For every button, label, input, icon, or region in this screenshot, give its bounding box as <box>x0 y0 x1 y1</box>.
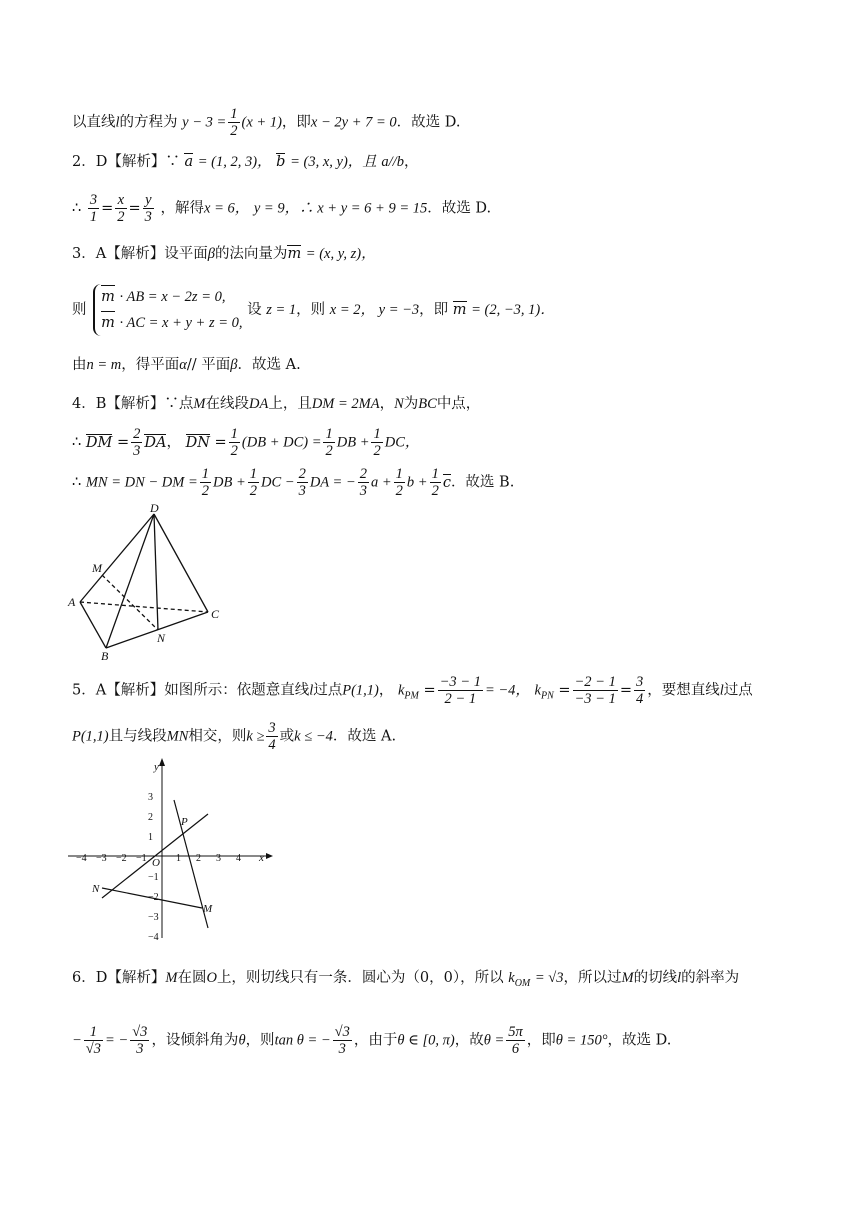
subscript: PM <box>404 690 419 702</box>
var: MN <box>166 728 189 745</box>
symbol: − <box>72 1032 82 1049</box>
eq: ∴ x + y = 6 + 9 = 15 <box>299 200 428 217</box>
num: 3 <box>89 192 98 208</box>
fraction <box>394 466 405 499</box>
label-M: M <box>92 561 102 575</box>
fraction <box>229 426 240 459</box>
eq: = (3, x, y)，且 <box>290 154 377 170</box>
symbol: ∴ <box>72 200 82 217</box>
num: 1 <box>249 466 258 482</box>
den: 2 <box>249 483 258 499</box>
eq: DB + <box>336 434 370 451</box>
edge-DC <box>154 514 208 612</box>
text: 过点 <box>313 682 343 699</box>
vec-m: m <box>101 284 115 310</box>
text: 过点 <box>723 682 753 699</box>
y-tick-label: −2 <box>148 892 159 903</box>
fraction <box>200 466 211 499</box>
eq: k ≥ <box>246 728 265 745</box>
segment-MN <box>102 575 158 630</box>
text: 在圆 <box>177 970 207 986</box>
fraction <box>323 426 334 459</box>
label-C: C <box>211 607 220 621</box>
fraction <box>84 1024 103 1057</box>
text: 设 <box>247 302 262 318</box>
label-O: O <box>152 857 160 869</box>
text: ．故选 D. <box>396 114 461 131</box>
text: ，即 <box>419 302 449 318</box>
eq: DB + <box>213 474 246 491</box>
num: 1 <box>201 466 210 482</box>
text: ，即 <box>526 1032 556 1049</box>
eq: θ = 150° <box>555 1032 608 1049</box>
text: 相交，则 <box>188 728 247 745</box>
num: √3 <box>132 1024 148 1040</box>
x-tick-label: −3 <box>96 853 107 864</box>
text: // 平面 <box>186 357 231 373</box>
num: 2 <box>359 466 367 482</box>
den: 3 <box>133 443 141 459</box>
solution-5-line2 <box>72 720 396 753</box>
num: 2 <box>298 466 306 482</box>
fraction <box>130 1024 149 1057</box>
label-N: N <box>92 883 100 895</box>
equation-system <box>93 284 242 336</box>
eq: θ ∈ [0, π) <box>397 1032 455 1049</box>
solution-1-tail <box>72 106 460 139</box>
eq: x = 2 <box>329 302 361 318</box>
label-M: M <box>203 903 213 915</box>
eq: = − <box>105 1032 129 1049</box>
heading: 3．A【解析】设平面 <box>72 246 208 262</box>
eq: = −4， <box>484 682 530 699</box>
text: 的斜率为 <box>681 970 740 986</box>
subscript: OM <box>514 977 531 989</box>
vec-b: b <box>276 154 286 170</box>
fraction <box>333 1024 352 1057</box>
den: 2 <box>201 483 210 499</box>
var-l: l <box>719 682 724 699</box>
label-D: D <box>150 502 159 515</box>
var-l: l <box>677 970 682 986</box>
text: 由 <box>72 357 87 373</box>
num: 1 <box>230 426 238 442</box>
heading: 2．D【解析】 <box>72 154 166 170</box>
text: ，由于 <box>353 1032 398 1049</box>
fraction <box>131 426 142 459</box>
num: −3 − 1 <box>439 674 481 690</box>
eq: x − 2y + 7 = 0 <box>310 114 397 131</box>
den: 3 <box>144 209 152 225</box>
slope: k <box>508 970 515 986</box>
var-l: l <box>309 682 314 699</box>
vec: DM <box>85 434 113 451</box>
eq: DC， <box>384 434 420 451</box>
var: M <box>165 970 178 986</box>
text: 上，且 <box>268 396 312 412</box>
num: 1 <box>230 106 238 122</box>
solution-3-line1 <box>72 244 376 264</box>
text: ，设倾斜角为 <box>151 1032 239 1049</box>
solution-4-line3 <box>72 466 514 499</box>
text: ，则 <box>245 1032 275 1049</box>
symbol: ∴ <box>72 434 82 451</box>
text: ， <box>403 154 419 170</box>
den: 2 <box>325 443 333 459</box>
var: β <box>230 357 238 373</box>
eq: θ = <box>483 1032 505 1049</box>
fraction <box>634 674 645 707</box>
fraction <box>506 1024 525 1057</box>
vec: DN <box>185 434 210 451</box>
text: ， <box>378 682 394 699</box>
num: x <box>115 192 126 209</box>
x-axis-arrow <box>266 853 273 859</box>
vec: DA <box>144 434 167 451</box>
var: N <box>394 396 404 412</box>
eq: a//b <box>381 154 404 170</box>
y-tick-label: 3 <box>148 792 153 803</box>
eq: DA = − <box>309 474 356 491</box>
vec-m: m <box>287 246 302 262</box>
eq: k ≤ −4 <box>294 728 333 745</box>
solution-2-line1 <box>72 152 418 172</box>
eq: DM = 2MA <box>311 396 380 412</box>
subscript: PN <box>540 690 554 702</box>
var-l: l <box>115 114 120 131</box>
fraction <box>228 106 239 139</box>
text: ， <box>166 434 181 451</box>
symbol: = <box>214 434 227 451</box>
slope: k <box>534 682 541 699</box>
x-tick-label: −1 <box>136 853 147 864</box>
num: 2 <box>133 426 141 442</box>
fraction <box>266 720 277 753</box>
solution-4-line1 <box>72 394 480 414</box>
y-tick-label: 2 <box>148 812 153 823</box>
edge-DN <box>154 514 158 630</box>
point-P: P(1,1) <box>72 728 109 745</box>
den: 2 − 1 <box>444 691 477 707</box>
edge-AB <box>80 602 106 648</box>
label-y: y <box>154 761 159 773</box>
text: 的法向量为 <box>214 246 288 262</box>
den: 3 <box>359 483 367 499</box>
edge-AC <box>80 602 208 612</box>
text: 在线段 <box>205 396 249 412</box>
den: 3 <box>136 1041 144 1057</box>
var: BC <box>418 396 437 412</box>
text: ．故选 A. <box>332 728 397 745</box>
text: ，故选 D. <box>607 1032 672 1049</box>
fraction <box>297 466 308 499</box>
var: O <box>206 970 217 986</box>
label-P: P <box>181 816 188 828</box>
den: 3 <box>298 483 306 499</box>
solution-6-line1 <box>72 968 739 994</box>
den: 2 <box>117 209 125 225</box>
text: ．故选 B. <box>450 474 515 491</box>
point-P: P(1,1) <box>342 682 379 699</box>
solution-3-system <box>72 284 555 336</box>
y-axis-arrow <box>159 758 165 766</box>
text: ，得平面 <box>121 357 180 373</box>
label-A: A <box>68 595 76 609</box>
den: 4 <box>636 691 644 707</box>
label-N: N <box>157 631 166 645</box>
den: 3 <box>338 1041 346 1057</box>
den: −3 − 1 <box>574 691 616 707</box>
num: y <box>143 192 154 209</box>
eq: DC − <box>261 474 295 491</box>
text: 的方程为 <box>119 114 178 131</box>
var: θ <box>238 1032 246 1049</box>
y-tick-label: −4 <box>148 932 159 943</box>
y-tick-label: −3 <box>148 912 159 923</box>
solution-5-line1: 5．A【解析】如图所示：依题意直线l过点P(1,1)， $k_{PM}$ = $\frac{-3 - 1}{2 - 1}$ = −4， $k_{PN}$ = $\frac{-2 - 1}{-3 - 1}$ = $\frac{3}{4}$ ，要想直线l过点 <box>72 674 753 707</box>
tetrahedron-figure <box>64 502 234 667</box>
fraction <box>143 192 154 225</box>
label-x: x <box>259 852 264 864</box>
symbol: = <box>116 434 130 451</box>
text: ，要想直线 <box>647 682 720 699</box>
den: 1 <box>89 209 98 225</box>
fraction <box>115 192 126 225</box>
eq: MN = DN − DM = <box>85 474 198 491</box>
text: 以直线 <box>72 114 116 131</box>
num: 1 <box>325 426 333 442</box>
solution-4-line2 <box>72 426 419 459</box>
x-tick-label: 2 <box>196 853 201 864</box>
var: M <box>621 970 634 986</box>
eq: = √3 <box>534 970 564 986</box>
num: 5π <box>508 1024 523 1040</box>
x-tick-label: 1 <box>176 853 181 864</box>
text: 中点， <box>436 396 481 412</box>
x-tick-label: −4 <box>76 853 87 864</box>
den: 6 <box>511 1041 520 1057</box>
eq: b + <box>406 474 428 491</box>
den: 2 <box>373 443 381 459</box>
eq: y = 9， <box>253 200 300 217</box>
text: ，即 <box>281 114 311 131</box>
var: β <box>207 246 215 262</box>
vec-a: a <box>184 154 194 170</box>
den: 2 <box>230 123 238 139</box>
solution-2-line2: ∴ $\frac{3}{1}$ = $\frac{x}{2}$ = $\frac{y}{3}$ ，解得x = 6， y = 9，∴ x + y = 6 + 9 = 15．故选 D. <box>72 192 492 225</box>
fraction <box>438 674 483 707</box>
x-tick-label: −2 <box>116 853 127 864</box>
eq: a + <box>370 474 392 491</box>
eq: n = m <box>86 357 122 373</box>
eq: (x + 1) <box>241 114 282 131</box>
num: −2 − 1 <box>574 674 616 690</box>
symbol: ∴ <box>72 474 82 491</box>
symbol: ∵ <box>165 154 180 170</box>
fraction <box>430 466 441 499</box>
text: 的切线 <box>633 970 678 986</box>
text: ，故 <box>454 1032 484 1049</box>
vec-m: m <box>101 310 115 336</box>
num: 1 <box>395 466 403 482</box>
text: ．故选 A. <box>237 357 301 373</box>
solution-6-line2 <box>72 1024 671 1057</box>
den: 4 <box>268 737 276 753</box>
text: 或 <box>279 728 295 745</box>
text: ．故选 D. <box>427 200 492 217</box>
fraction <box>573 674 618 707</box>
heading: 4．B【解析】∵点 <box>72 396 194 412</box>
eq: y − 3 = <box>182 114 227 131</box>
fraction <box>248 466 259 499</box>
num: √3 <box>334 1024 350 1040</box>
text: 上，则切线只有一条．圆心为（0，0），所以 <box>216 970 504 986</box>
symbol: = <box>423 682 436 699</box>
text: 为 <box>403 396 419 412</box>
den: 2 <box>431 483 439 499</box>
solution-3-line3 <box>72 355 301 375</box>
fraction <box>358 466 369 499</box>
slope: k <box>397 682 405 699</box>
edge-DB <box>106 514 154 648</box>
segment-NM <box>102 888 202 908</box>
num: 1 <box>373 426 381 442</box>
eq: = (1, 2, 3)， <box>197 154 272 170</box>
label-B: B <box>101 649 109 663</box>
eq: x = 6， <box>204 200 250 217</box>
num: 3 <box>268 720 276 736</box>
den: √3 <box>85 1041 102 1057</box>
heading: 5．A【解析】如图所示：依题意直线 <box>72 682 310 699</box>
x-tick-label: 3 <box>216 853 221 864</box>
eq: tan θ = − <box>274 1032 331 1049</box>
text: 且与线段 <box>108 728 167 745</box>
eq: · AB = x − 2z = 0, <box>119 289 226 305</box>
fraction <box>88 192 99 225</box>
x-tick-label: 4 <box>236 853 241 864</box>
heading: 6．D【解析】 <box>72 970 166 986</box>
eq: ， y = −3 <box>360 302 420 318</box>
var: α <box>179 357 187 373</box>
vec-m: m <box>452 302 467 318</box>
var: M <box>193 396 206 412</box>
eq: · AC = x + y + z = 0, <box>119 315 243 331</box>
den: 2 <box>230 443 238 459</box>
eq: = (x, y, z)， <box>305 246 376 262</box>
vec-c: c <box>442 474 451 491</box>
y-tick-label: −1 <box>148 872 159 883</box>
num: 3 <box>636 674 644 690</box>
edge-DA <box>80 514 154 602</box>
text: ， <box>379 396 395 412</box>
var: DA <box>248 396 269 412</box>
den: 2 <box>395 483 403 499</box>
text: 则 <box>72 302 87 318</box>
text: ，所以过 <box>563 970 622 986</box>
text: ，解得 <box>160 200 205 217</box>
coordinate-plane-figure <box>68 758 278 944</box>
y-tick-label: 1 <box>148 832 153 843</box>
eq: z = 1 <box>266 302 297 318</box>
num: 1 <box>84 1024 103 1041</box>
eq: (DB + DC) = <box>241 434 322 451</box>
num: 1 <box>431 466 439 482</box>
fraction <box>371 426 382 459</box>
eq: = (2, −3, 1)． <box>471 302 555 318</box>
text: ，则 <box>296 302 326 318</box>
